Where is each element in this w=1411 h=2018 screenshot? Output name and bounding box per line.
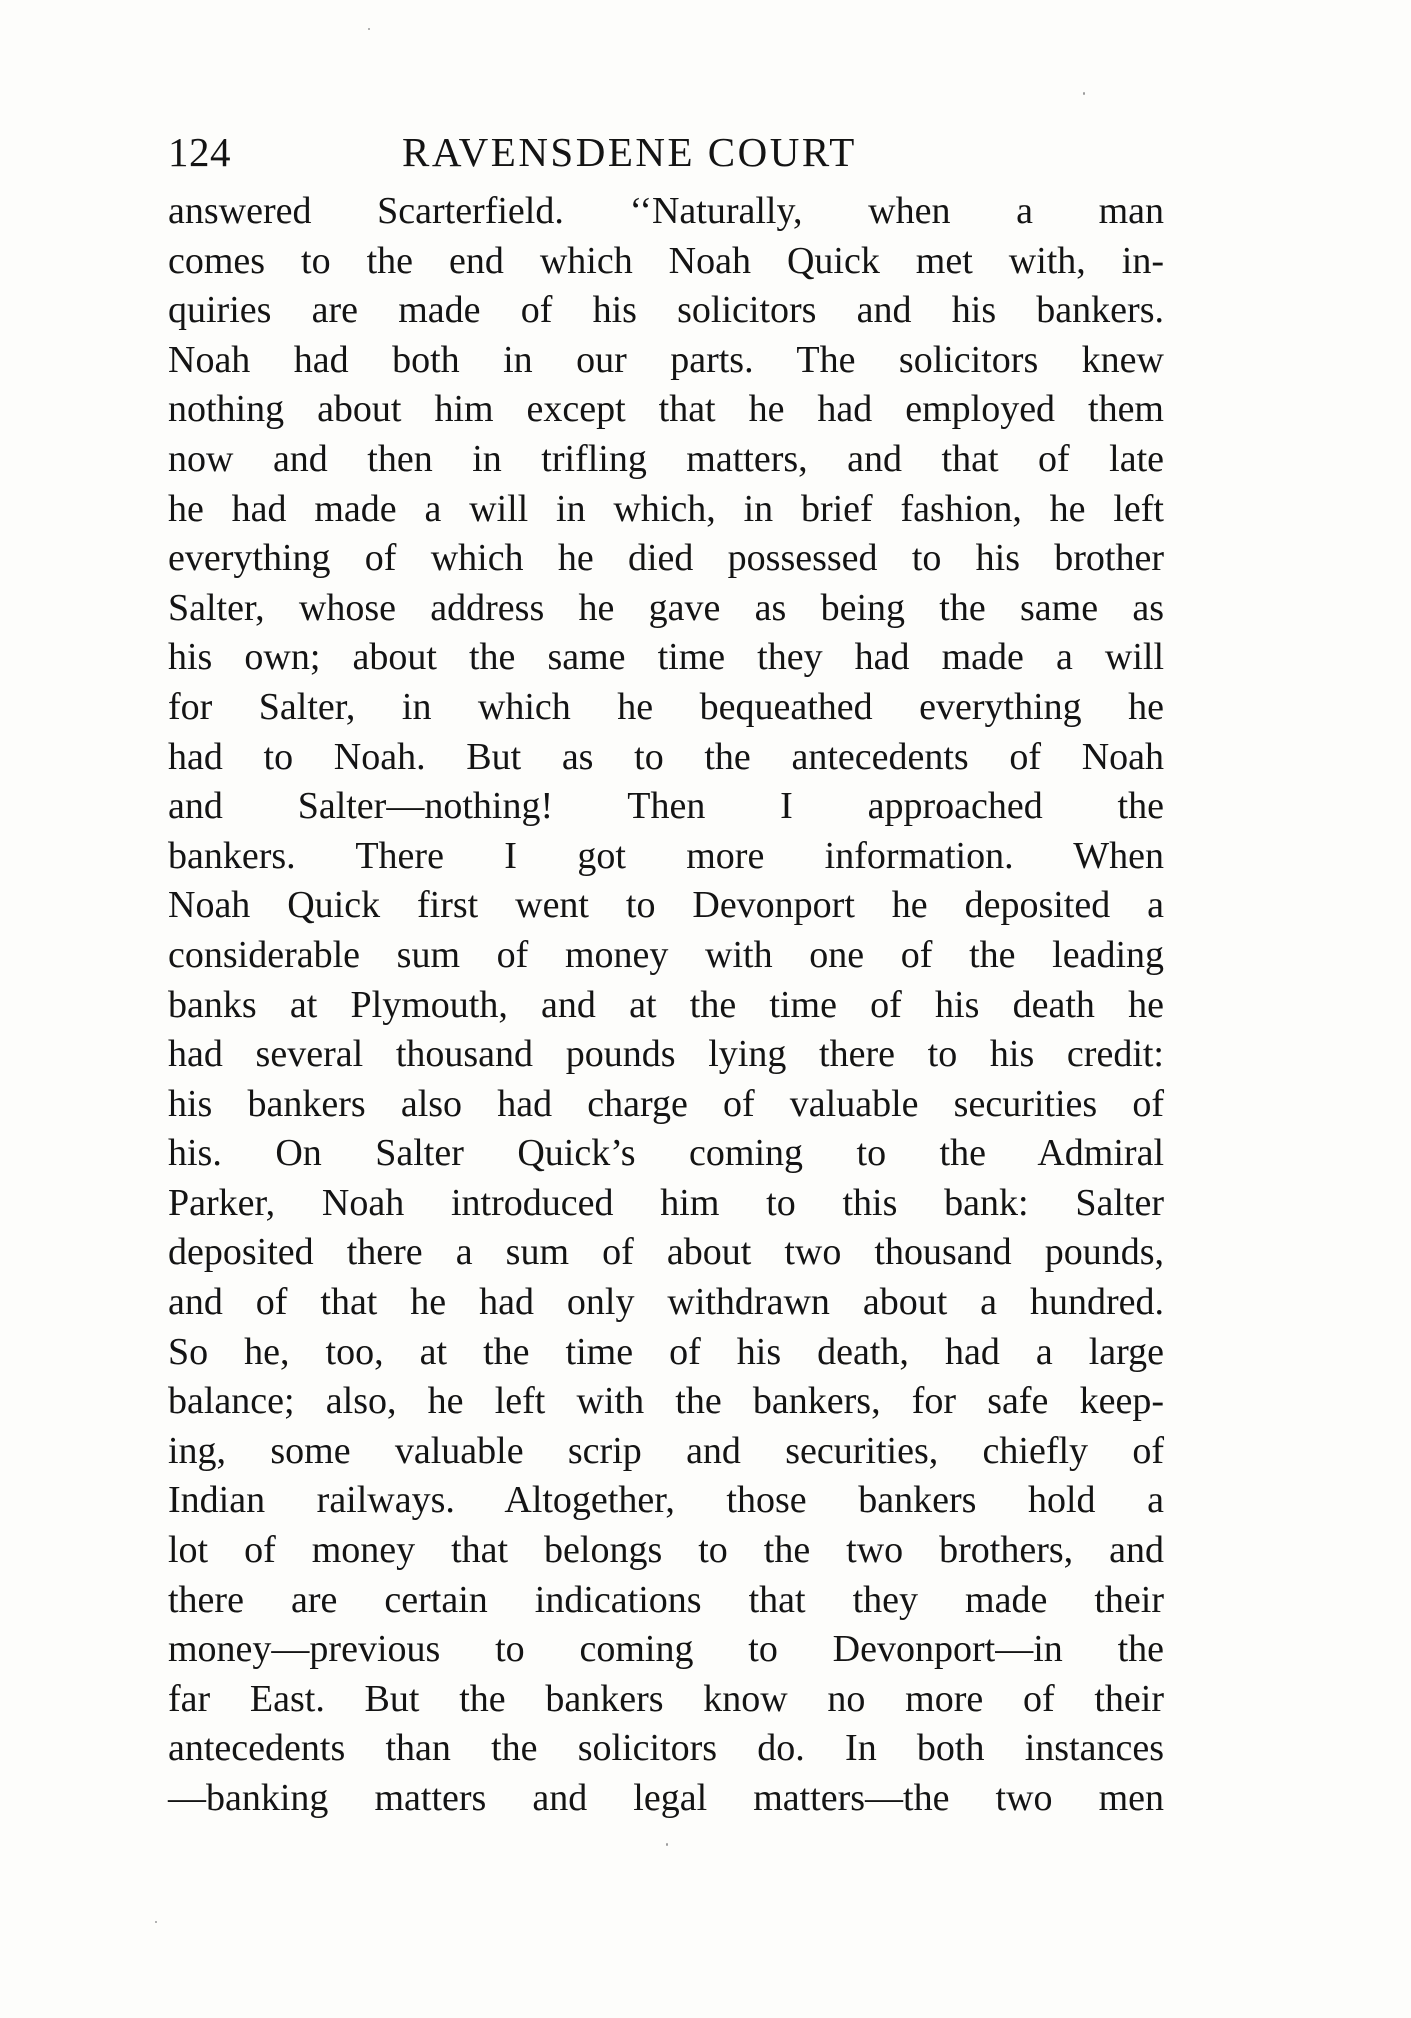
running-head [168,122,1164,182]
text-line: his. On Salter Quick’s coming to the Admiral [168,1132,1164,1175]
text-line: So he, too, at the time of his death, had a large [168,1330,1164,1373]
text-line: Indian railways. Altogether, those bankers hold a [168,1479,1164,1522]
text-line: his own; about the same time they had made a will [168,636,1164,679]
text-line: deposited there a sum of about two thousand pounds, [168,1231,1164,1274]
text-line: answered Scarterfield. ‘‘Naturally, when a man [168,190,1164,232]
book-title: RAVENSDENE COURT [402,129,857,175]
text-line: —banking matters and legal matters—the two men [168,1777,1164,1819]
text-line: quiries are made of his solicitors and his bankers. [168,289,1164,332]
scan-speck [1083,92,1085,95]
text-line: lot of money that belongs to the two brothers, and [168,1529,1164,1572]
text-line: banks at Plymouth, and at the time of his death he [168,983,1164,1026]
scan-speck [155,1921,157,1923]
text-line: antecedents than the solicitors do. In both instances [168,1727,1164,1770]
text-line: ing, some valuable scrip and securities, chiefly of [168,1429,1164,1472]
text-line: money—previous to coming to Devonport—in the [168,1628,1164,1671]
text-line: there are certain indications that they made their [168,1578,1164,1621]
text-line: for Salter, in which he bequeathed everything he [168,685,1164,728]
text-line: had several thousand pounds lying there to his credit: [168,1033,1164,1076]
text-line: far East. But the bankers know no more of their [168,1677,1164,1720]
text-line: Salter, whose address he gave as being the same as [168,586,1164,629]
text-line: Parker, Noah introduced him to this bank: Salter [168,1181,1164,1224]
page-number: 124 [168,129,231,175]
text-line: Noah Quick first went to Devonport he deposited a [168,884,1164,927]
text-line: considerable sum of money with one of the leading [168,933,1164,976]
body-text [168,187,1164,1824]
text-line: he had made a will in which, in brief fashion, he left [168,487,1164,530]
text-line: comes to the end which Noah Quick met with, in- [168,239,1164,282]
text-line: and Salter—nothing! Then I approached the [168,785,1164,828]
text-line: nothing about him except that he had employed them [168,388,1164,431]
text-line: his bankers also had charge of valuable securities of [168,1082,1164,1125]
text-line: now and then in trifling matters, and that of late [168,437,1164,480]
text-line: balance; also, he left with the bankers, for safe keep- [168,1380,1164,1423]
text-line: bankers. There I got more information. When [168,834,1164,877]
text-line: Noah had both in our parts. The solicitors knew [168,338,1164,381]
text-line: had to Noah. But as to the antecedents of Noah [168,735,1164,778]
scan-speck [666,1843,668,1846]
text-line: and of that he had only withdrawn about a hundred. [168,1281,1164,1324]
text-line: everything of which he died possessed to his brother [168,537,1164,580]
scan-speck [368,28,370,30]
